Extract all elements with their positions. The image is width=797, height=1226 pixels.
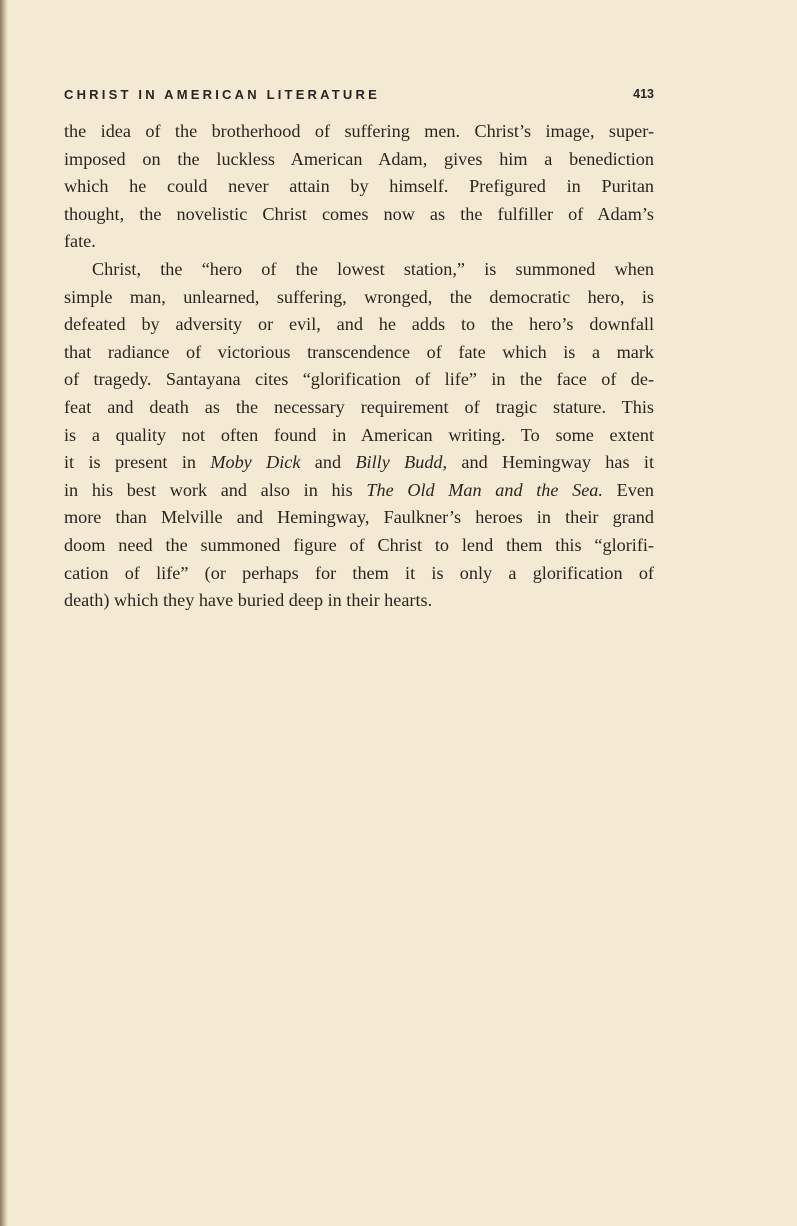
text-line — [64, 284, 654, 312]
text-segment: doom need the summoned figure of Christ to lend them this “glorifi- — [64, 534, 654, 555]
text-line — [64, 228, 654, 256]
text-segment: and Hemingway has it — [447, 452, 655, 473]
text-segment: more than Melville and Hemingway, Faulkner’s heroes in their grand — [64, 507, 654, 528]
text-segment: and — [300, 452, 356, 473]
text-segment: of tragedy. Santayana cites “glorification of life” in the face of de- — [64, 369, 654, 390]
italic-title: Moby Dick — [210, 452, 301, 473]
text-segment: which he could never attain by himself. Prefigured in Puritan — [64, 176, 654, 197]
italic-title: The Old Man and the Sea. — [366, 479, 603, 500]
italic-title: Billy Budd, — [355, 452, 448, 473]
text-segment: simple man, unlearned, suffering, wronged, the democratic hero, is — [64, 286, 654, 307]
text-line — [64, 587, 654, 615]
text-line — [64, 504, 654, 532]
text-segment: it is present in — [64, 452, 211, 473]
page-binding-edge — [0, 0, 8, 1226]
text-line — [64, 422, 654, 450]
text-line — [64, 449, 654, 477]
text-segment: cation of life” (or perhaps for them it is only a glorification of — [64, 562, 654, 583]
text-line — [64, 366, 654, 394]
text-segment: thought, the novelistic Christ comes now as the fulfiller of Adam’s — [64, 203, 654, 224]
text-segment: defeated by adversity or evil, and he adds to the hero’s downfall — [64, 314, 654, 335]
text-line — [64, 201, 654, 229]
text-line — [64, 256, 654, 284]
page-number: 413 — [633, 87, 654, 101]
running-title: CHRIST IN AMERICAN LITERATURE — [64, 87, 380, 102]
text-line — [64, 173, 654, 201]
page-header — [64, 87, 654, 109]
text-line — [64, 311, 654, 339]
text-segment: in his best work and also in his — [64, 479, 367, 500]
text-segment: is a quality not often found in American writing. To some extent — [64, 424, 654, 445]
text-line — [64, 477, 654, 505]
text-segment: that radiance of victorious transcendence of fate which is a mark — [64, 341, 654, 362]
text-segment: imposed on the luckless American Adam, gives him a benediction — [64, 148, 654, 169]
text-segment: feat and death as the necessary requirement of tragic stature. This — [64, 396, 654, 417]
text-line — [64, 339, 654, 367]
text-line — [64, 532, 654, 560]
body-text — [64, 118, 654, 615]
text-line — [64, 394, 654, 422]
text-segment: Christ, the “hero of the lowest station,” is summoned when — [92, 258, 654, 279]
text-line — [64, 560, 654, 588]
text-line — [64, 146, 654, 174]
text-segment: fate. — [64, 231, 96, 252]
text-line — [64, 118, 654, 146]
text-segment: death) which they have buried deep in their hearts. — [64, 590, 433, 611]
text-segment: Even — [602, 479, 654, 500]
text-segment: the idea of the brotherhood of suffering men. Christ’s image, super- — [64, 121, 654, 141]
